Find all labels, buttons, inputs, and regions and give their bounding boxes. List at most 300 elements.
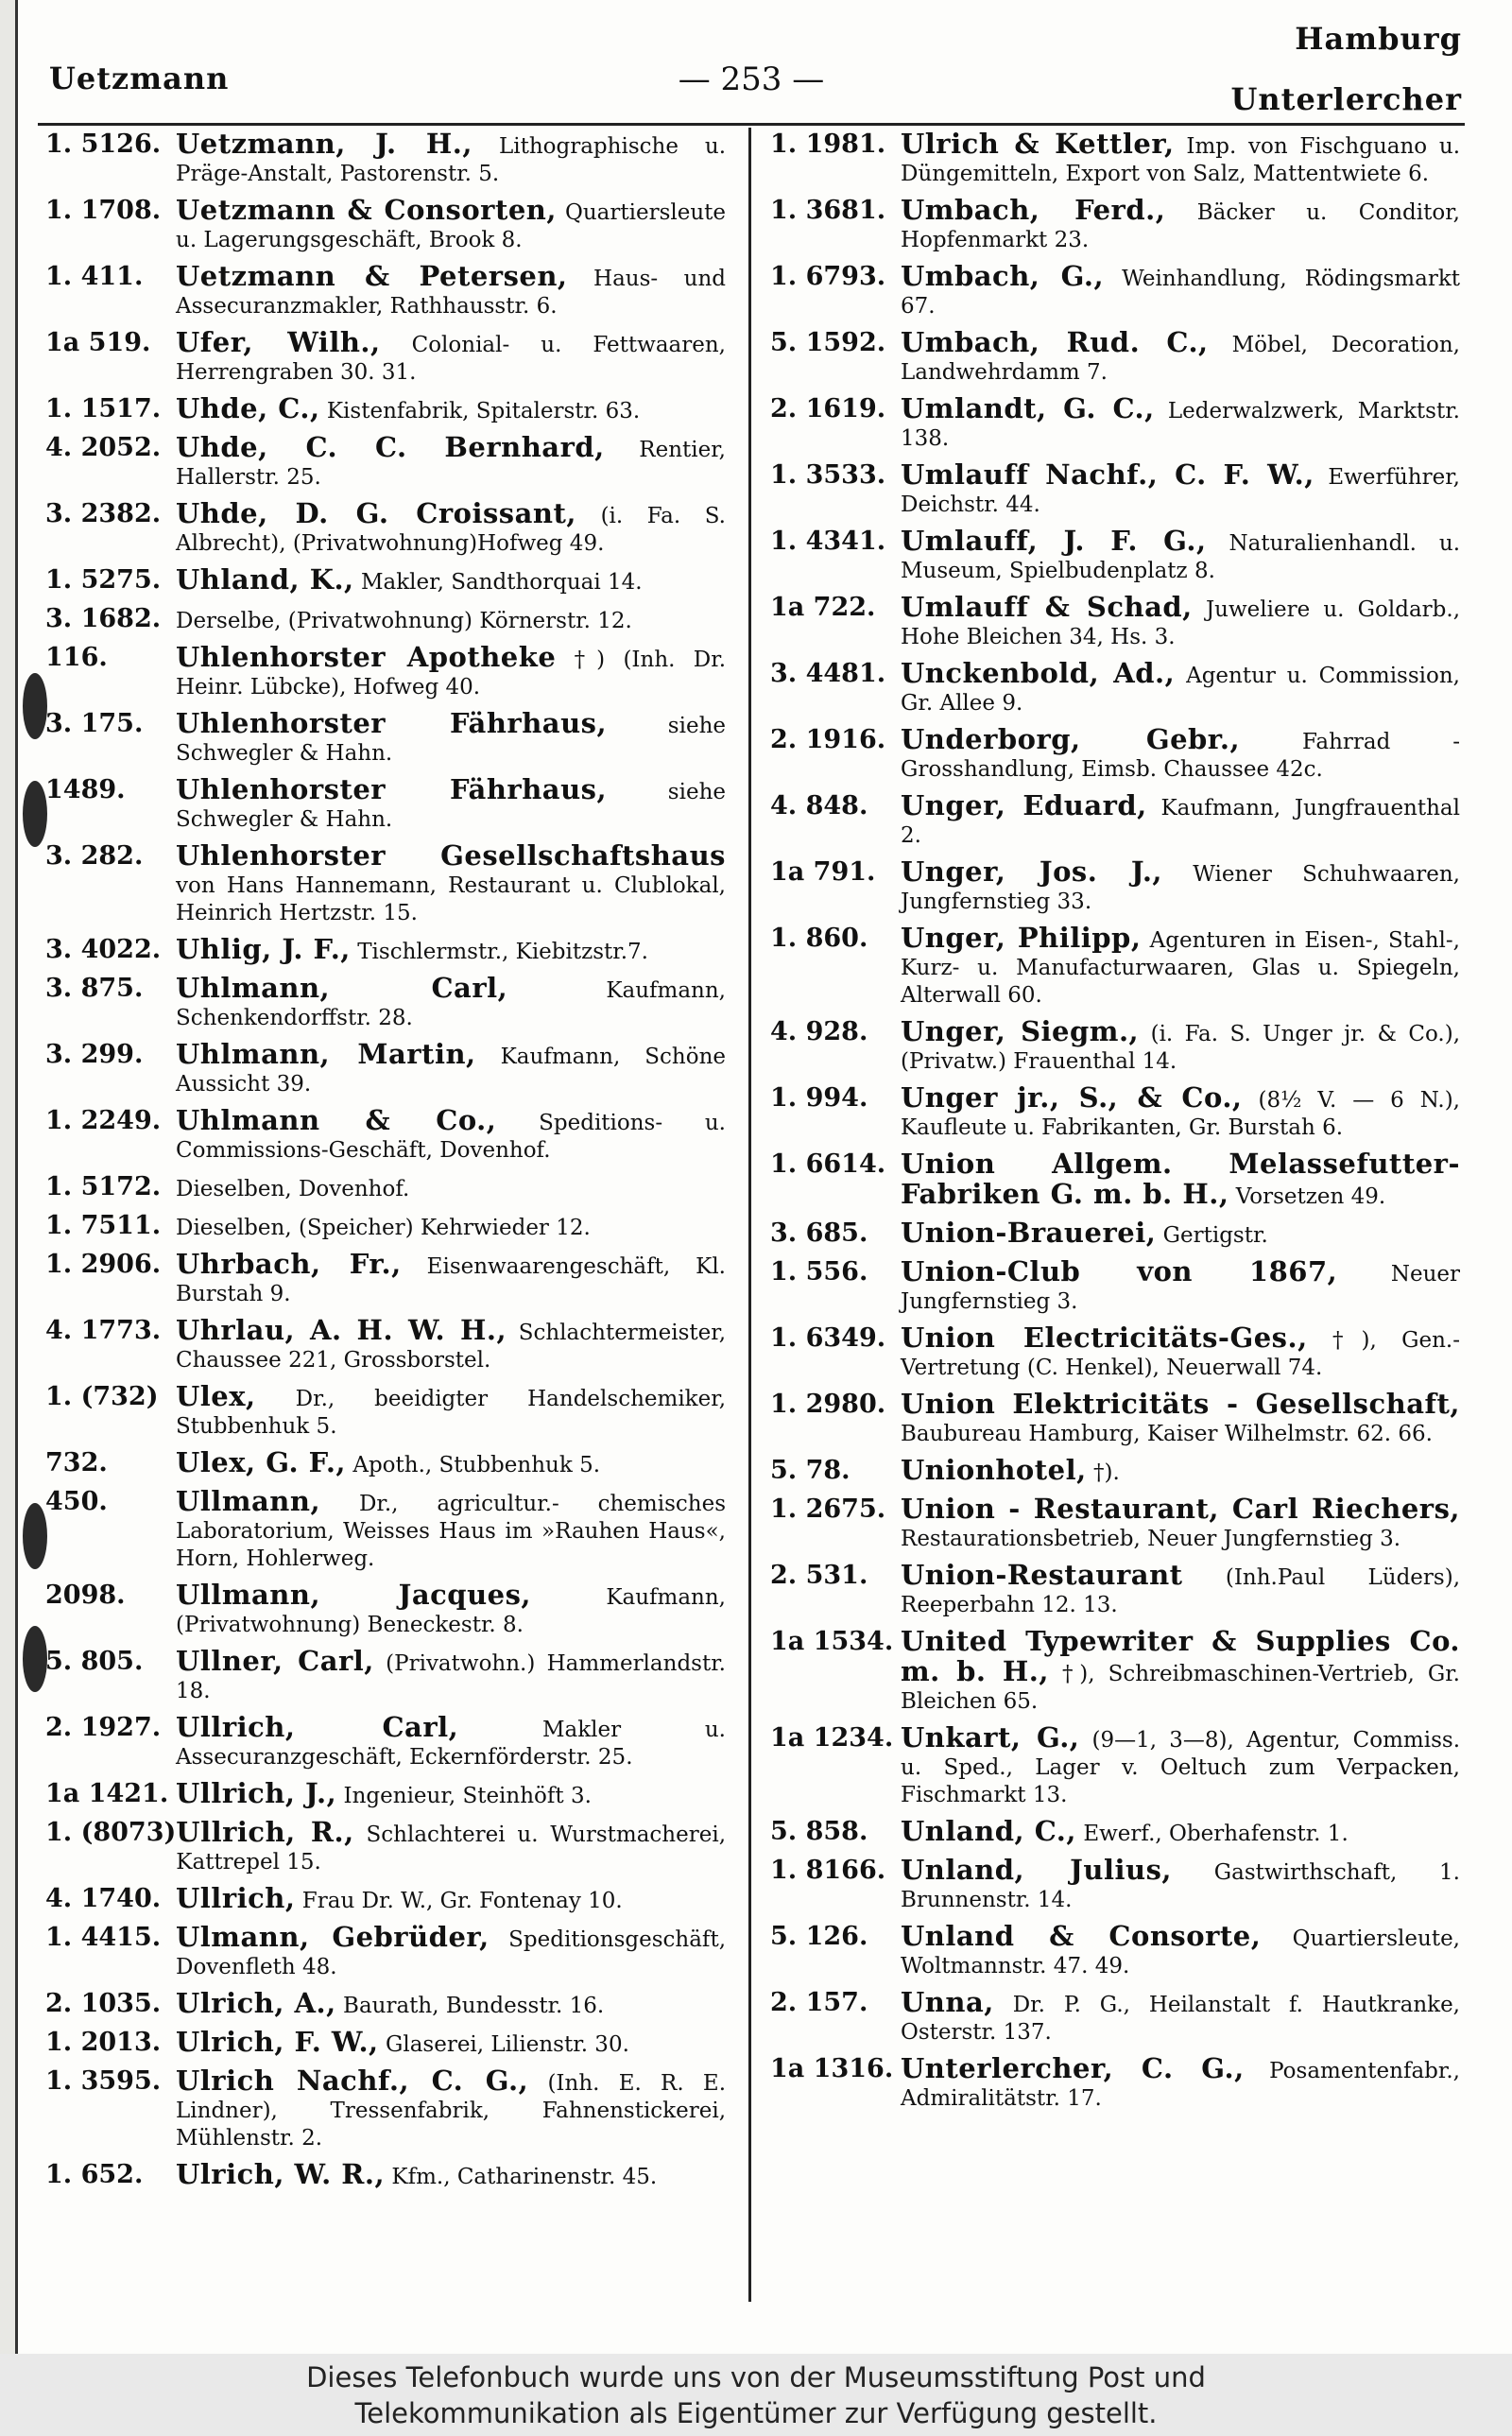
directory-entry (770, 130, 1460, 188)
entry-name: Ulrich, W. R., (176, 2158, 386, 2190)
entry-name: Uhde, C., (176, 392, 320, 424)
directory-entry (45, 2026, 726, 2059)
entry-phone-number: 1a 1421. (45, 1779, 169, 1808)
footer-line-2: Telekommunikation als Eigentümer zur Verfügung gestellt. (354, 2397, 1158, 2429)
entry-text (176, 1380, 727, 1441)
directory-entry (45, 605, 726, 635)
entry-name: Uhlenhorster Fährhaus, (176, 773, 608, 805)
entry-name: Unland, C., (901, 1815, 1076, 1847)
entry-phone-number: 1a 519. (45, 328, 151, 357)
entry-phone-number: 3. 175. (45, 709, 144, 738)
entry-details: Dieselben, (Speicher) Kehrwieder 12. (176, 1216, 591, 1240)
entry-name: Union - Restaurant, Carl Riechers, (901, 1493, 1460, 1525)
directory-entry (45, 563, 726, 596)
directory-entry (770, 789, 1460, 850)
entry-details: Kaufmann, (Privatwohnung) Beneckestr. 8. (176, 1585, 726, 1637)
entry-text (901, 392, 1460, 453)
entry-text (176, 194, 727, 254)
directory-entry (770, 1559, 1461, 1619)
entry-details: Kfm., Catharinenstr. 45. (391, 2165, 658, 2189)
directory-entry (45, 1038, 726, 1098)
entry-details: Bäcker u. Conditor, Hopfenmarkt 23. (901, 200, 1460, 252)
directory-entry (45, 1212, 726, 1242)
entry-phone-number: 1. 6793. (770, 262, 886, 291)
entry-phone-number: 116. (45, 643, 108, 672)
entry-details: Kaufmann, Schenkendorffstr. 28. (176, 978, 726, 1030)
directory-entry (770, 2052, 1460, 2113)
entry-phone-number: 1. 2249. (45, 1106, 162, 1135)
header-last-entry: Unterlercher (1230, 81, 1462, 117)
entry-name: Ullrich, (176, 1882, 296, 1914)
directory-entry (45, 1711, 726, 1771)
entry-text (901, 194, 1460, 254)
entry-phone-number: 1. (8073) (45, 1818, 177, 1847)
directory-entry (770, 527, 1460, 585)
entry-phone-number: 1. 2013. (45, 2028, 162, 2057)
entry-name: Ufer, Wilh., (176, 326, 381, 358)
entry-name: Union Elektricitäts - Gesellschaft, (901, 1388, 1460, 1420)
entry-phone-number: 1. 3595. (45, 2066, 162, 2096)
entry-name: Ulmann, Gebrüder, (176, 1921, 490, 1953)
binding-hole (23, 1626, 47, 1692)
entry-text (176, 933, 726, 966)
entry-phone-number: 1. 2980. (770, 1390, 886, 1419)
entry-text (176, 1921, 726, 1981)
directory-entry (45, 497, 726, 558)
entry-text (176, 1038, 726, 1098)
entry-phone-number: 1. 6349. (770, 1323, 886, 1353)
entry-details: Rentier, Hallerstr. 25. (176, 438, 726, 490)
entry-phone-number: 1. 5275. (45, 565, 162, 595)
entry-details: Juweliere u. Goldarb., Hohe Bleichen 34, Hs. 3. (901, 597, 1461, 649)
entry-name: Unckenbold, Ad., (901, 657, 1176, 689)
entry-name: Uhrlau, A. H. W. H., (176, 1314, 507, 1346)
entry-details: Fahrrad - Grosshandlung, Eimsb. Chaussee 42c. (901, 730, 1460, 782)
directory-entry (45, 1987, 726, 2020)
entry-details: Eisenwaarengeschäft, Kl. Burstah 9. (176, 1254, 726, 1306)
entry-details: Colonial- u. Fettwaaren, Herrengraben 30. 31. (176, 333, 726, 385)
entry-details: Restaurationsbetrieb, Neuer Jungfernstieg 3. (901, 1527, 1401, 1551)
entry-details: Kistenfabrik, Spitalerstr. 63. (326, 399, 641, 423)
entry-name: Unkart, G., (901, 1721, 1080, 1754)
entry-name: Unger, Jos. J., (901, 855, 1163, 888)
entry-details: Weinhandlung, Rödingsmarkt 67. (901, 267, 1460, 319)
directory-entry (770, 458, 1460, 519)
entry-name: Uetzmann & Consorten, (176, 194, 557, 226)
binding-hole (23, 1503, 47, 1569)
directory-entry (45, 1645, 726, 1705)
directory-entry (770, 1495, 1460, 1553)
entry-phone-number: 2. 157. (770, 1988, 868, 2017)
directory-entry (770, 1388, 1460, 1448)
entry-text (176, 773, 726, 834)
entry-phone-number: 1. 6614. (770, 1149, 886, 1179)
entry-details: Makler u. Assecuranzgeschäft, Eckernförderstr. 25. (176, 1718, 726, 1770)
directory-entry (770, 1454, 1460, 1487)
entry-phone-number: 1. 5126. (45, 130, 162, 159)
entry-phone-number: 1. 994. (770, 1083, 868, 1113)
entry-text (176, 1446, 726, 1479)
directory-entry (770, 657, 1460, 717)
entry-name: Union-Club von 1867, (901, 1255, 1338, 1287)
entry-name: Ulex, G. F., (176, 1446, 347, 1478)
directory-entry (770, 260, 1460, 320)
entry-name: Umlauff Nachf., C. F. W., (901, 458, 1314, 491)
entry-phone-number: 1. 556. (770, 1257, 868, 1287)
directory-entry (45, 1314, 727, 1374)
entry-name: Unterlercher, C. G., (901, 2052, 1245, 2084)
entry-text (901, 789, 1460, 850)
directory-entry (45, 431, 726, 492)
entry-text (901, 2052, 1460, 2113)
entry-phone-number: 450. (45, 1487, 108, 1516)
directory-entry (45, 392, 726, 425)
entry-phone-number: 1. 2906. (45, 1250, 162, 1279)
entry-details: Makler, Sandthorquai 14. (360, 570, 643, 595)
directory-entry (770, 855, 1460, 916)
entry-details: Dr., beeidigter Handelschemiker, Stubbenhuk 5. (176, 1387, 727, 1439)
directory-entry (770, 1081, 1460, 1142)
directory-entry (770, 194, 1460, 254)
entry-details: Vorsetzen 49. (1235, 1184, 1386, 1209)
entry-details: Ewerf., Oberhafenstr. 1. (1083, 1822, 1349, 1846)
entry-name: Umbach, G., (901, 260, 1105, 292)
entry-text (176, 1485, 726, 1573)
entry-text (176, 2067, 726, 2152)
entry-details: von Hans Hannemann, Restaurant u. Clublokal, Heinrich Hertzstr. 15. (176, 873, 726, 925)
entry-phone-number: 4. 1740. (45, 1884, 162, 1913)
directory-entry (45, 1921, 726, 1981)
entry-details: Ingenieur, Steinhöft 3. (343, 1784, 592, 1808)
entry-name: Uhlig, J. F., (176, 933, 351, 965)
entry-text (176, 2026, 726, 2059)
entry-phone-number: 1489. (45, 775, 126, 804)
entry-details: Baurath, Bundesstr. 16. (343, 1994, 605, 2018)
directory-entry (770, 1324, 1460, 1382)
entry-name: United Typewriter & Supplies Co. m. b. H., (901, 1625, 1460, 1687)
directory-entry (45, 1882, 726, 1915)
entry-text (901, 1815, 1460, 1848)
entry-text (901, 1388, 1460, 1448)
entry-name: Uhlmann, Martin, (176, 1038, 476, 1070)
directory-entry (45, 1380, 727, 1441)
entry-name: Umlauff, J. F. G., (901, 525, 1207, 557)
entry-details: Lithographische u. Präge-Anstalt, Pastorenstr. 5. (176, 134, 727, 186)
entry-text (901, 591, 1461, 651)
entry-text (176, 1711, 726, 1771)
directory-entry (770, 1625, 1460, 1716)
entry-phone-number: 1. 8166. (770, 1856, 886, 1885)
directory-entry (45, 1777, 726, 1810)
entry-details: Quartiersleute u. Lagerungsgeschäft, Brook 8. (176, 200, 727, 252)
directory-entry (45, 130, 726, 188)
entry-text (176, 1212, 726, 1242)
entry-name: Ullner, Carl, (176, 1645, 374, 1677)
entry-text (176, 972, 726, 1032)
entry-phone-number: 2. 1035. (45, 1989, 162, 2018)
entry-phone-number: 2098. (45, 1581, 126, 1610)
entry-name: Unland & Consorte, (901, 1920, 1262, 1952)
entry-details: Agentur u. Commission, Gr. Allee 9. (901, 664, 1460, 716)
entry-phone-number: 1a 1534. (770, 1627, 894, 1656)
entry-details: Ewerführer, Deichstr. 44. (901, 465, 1460, 517)
entry-name: Ulex, (176, 1380, 256, 1412)
entry-details: Lederwalzwerk, Marktstr. 138. (901, 399, 1460, 451)
entry-text (176, 605, 726, 635)
entry-phone-number: 1a 1316. (770, 2054, 894, 2083)
entry-text (901, 1495, 1460, 1553)
entry-name: Uhland, K., (176, 563, 354, 596)
entry-text (176, 1777, 726, 1810)
directory-entry (45, 1581, 726, 1639)
entry-name: Umlandt, G. C., (901, 392, 1155, 424)
entry-name: Ullmann, (176, 1485, 321, 1517)
directory-entry (45, 1173, 726, 1203)
entry-details: siehe Schwegler & Hahn. (176, 780, 726, 832)
entry-text (901, 1986, 1460, 2047)
directory-entry (45, 1485, 726, 1573)
entry-text (901, 1081, 1460, 1142)
entry-details: Kaufmann, Jungfrauenthal 2. (901, 796, 1460, 848)
entry-details: †), Schreibmaschinen-Vertrieb, Gr. Bleichen 65. (901, 1662, 1460, 1714)
entry-name: Ullrich, J., (176, 1777, 337, 1809)
entry-text (901, 260, 1460, 320)
entry-details: Dieselben, Dovenhof. (176, 1177, 410, 1201)
directory-entry (770, 591, 1461, 651)
entry-text (176, 707, 726, 768)
entry-phone-number: 4. 848. (770, 791, 868, 821)
entry-text (176, 1104, 726, 1165)
directory-entry (45, 2067, 726, 2152)
entry-name: Ulrich & Kettler, (901, 128, 1175, 160)
entry-details: Agenturen in Eisen-, Stahl-, Kurz- u. Manufacturwaaren, Glas u. Spiegeln, Alterwall 60. (901, 928, 1460, 1008)
entry-details: Posamentenfabr., Admiralitätstr. 17. (901, 2059, 1460, 2111)
entry-phone-number: 3. 4022. (45, 935, 162, 964)
entry-text (901, 1625, 1460, 1716)
entry-phone-number: 1. 3533. (770, 460, 886, 490)
entry-details: †) (Inh. Dr. Heinr. Lübcke), Hofweg 40. (176, 648, 727, 700)
entry-details: Naturalienhandl. u. Museum, Spielbudenplatz 8. (901, 531, 1461, 583)
directory-entry (45, 2158, 726, 2191)
entry-text (901, 1219, 1460, 1250)
entry-text (901, 1015, 1461, 1076)
entry-phone-number: 1. 1981. (770, 130, 886, 159)
entry-text (901, 1854, 1460, 1914)
entry-phone-number: 3. 685. (770, 1218, 868, 1248)
entry-text (176, 1645, 726, 1705)
entry-text (176, 326, 726, 387)
entry-phone-number: 1. 7511. (45, 1211, 162, 1240)
entry-text (901, 527, 1460, 585)
entry-name: Union Allgem. Melassefutter-Fabriken G. m. b. H., (901, 1148, 1460, 1210)
directory-entry (770, 1721, 1461, 1809)
column-divider (748, 128, 751, 2302)
entry-name: Unger, Philipp, (901, 922, 1142, 954)
entry-phone-number: 2. 1916. (770, 725, 886, 754)
entry-phone-number: 1a 1234. (770, 1723, 894, 1753)
right-column (770, 130, 1460, 2121)
entry-name: Unger, Eduard, (901, 789, 1147, 821)
entry-name: Uetzmann, J. H., (176, 128, 472, 160)
binding-hole (23, 781, 47, 847)
directory-entry (770, 326, 1460, 387)
entry-phone-number: 1. (732) (45, 1382, 159, 1411)
entry-details: (8½ V. — 6 N.), Kaufleute u. Fabrikanten, Gr. Burstah 6. (901, 1088, 1460, 1140)
directory-entry (45, 933, 726, 966)
entry-phone-number: 732. (45, 1448, 108, 1477)
directory-entry (770, 1986, 1460, 2047)
entry-name: Underborg, Gebr., (901, 723, 1241, 755)
entry-name: Unger, Siegm., (901, 1015, 1140, 1047)
entry-name: Umbach, Ferd., (901, 194, 1166, 226)
entry-details: Glaserei, Lilienstr. 30. (385, 2032, 629, 2057)
entry-text (176, 641, 727, 701)
entry-name: Unna, (901, 1986, 994, 2018)
entry-name: Umbach, Rud. C., (901, 326, 1209, 358)
directory-entry (770, 1815, 1460, 1848)
entry-details: Dr. P. G., Heilanstalt f. Hautkranke, Osterstr. 137. (901, 1993, 1460, 2045)
footer-line-1: Dieses Telefonbuch wurde uns von der Museumsstiftung Post und (306, 2361, 1206, 2393)
directory-entry (45, 1446, 726, 1479)
entry-name: Uhlenhorster Gesellschaftshaus (176, 839, 726, 872)
entry-details: (9—1, 3—8), Agentur, Commiss. u. Sped., Lager v. Oeltuch zum Verpacken, Fischmarkt 13. (901, 1728, 1461, 1807)
entry-text (176, 1314, 727, 1374)
directory-entry (45, 773, 726, 834)
entry-text (901, 657, 1460, 717)
entry-phone-number: 2. 1619. (770, 394, 886, 423)
entry-text (176, 1882, 726, 1915)
entry-phone-number: 1a 791. (770, 857, 876, 887)
directory-entry (770, 1854, 1460, 1914)
entry-text (901, 1559, 1461, 1619)
entry-phone-number: 1. 4415. (45, 1923, 162, 1952)
directory-entry (45, 1104, 726, 1165)
entry-phone-number: 1. 4341. (770, 527, 886, 556)
entry-phone-number: 5. 805. (45, 1647, 144, 1676)
entry-details: Imp. von Fischguano u. Düngemitteln, Export von Salz, Mattentwiete 6. (901, 134, 1461, 186)
entry-phone-number: 1. 5172. (45, 1172, 162, 1201)
directory-entry (45, 1816, 726, 1876)
entry-details: Derselbe, (Privatwohnung) Körnerstr. 12. (176, 609, 632, 633)
entry-phone-number: 5. 1592. (770, 328, 886, 357)
entry-text (901, 924, 1460, 1010)
entry-name: Union Electricitäts-Ges., (901, 1322, 1308, 1354)
entry-details: Schlachterei u. Wurstmacherei, Kattrepel 15. (176, 1823, 726, 1875)
entry-name: Unionhotel, (901, 1454, 1087, 1486)
directory-entry (45, 1248, 726, 1308)
entry-text (901, 458, 1460, 519)
entry-text (901, 723, 1460, 784)
entry-text (176, 1816, 726, 1876)
entry-details: Tischlermstr., Kiebitzstr.7. (357, 940, 648, 964)
entry-name: Union-Restaurant (901, 1559, 1183, 1591)
entry-phone-number: 1. 1708. (45, 196, 162, 225)
entry-details: Apoth., Stubbenhuk 5. (352, 1453, 601, 1477)
entry-text (176, 497, 726, 558)
entry-text (176, 1248, 726, 1308)
entry-phone-number: 3. 875. (45, 974, 144, 1003)
directory-entry (770, 723, 1460, 784)
directory-entry (770, 1015, 1461, 1076)
directory-entry (770, 1920, 1460, 1980)
entry-details: Haus- und Assecuranzmakler, Rathhausstr. 6. (176, 267, 727, 319)
entry-phone-number: 3. 2382. (45, 499, 162, 528)
entry-name: Unland, Julius, (901, 1854, 1173, 1886)
entry-details: Schlachtermeister, Chaussee 221, Grossborstel. (176, 1321, 727, 1373)
entry-details: Gastwirthschaft, 1. Brunnenstr. 14. (901, 1860, 1460, 1912)
footer-notice (0, 2354, 1512, 2436)
directory-entry (45, 326, 726, 387)
directory-entry (45, 839, 726, 927)
entry-text (901, 855, 1460, 916)
directory-entry (45, 707, 726, 768)
entry-name: Uhlmann & Co., (176, 1104, 497, 1136)
entry-details: Baubureau Hamburg, Kaiser Wilhelmstr. 62. 66. (901, 1422, 1433, 1446)
entry-text (176, 1987, 726, 2020)
entry-name: Ulrich, A., (176, 1987, 336, 2019)
header-city: Hamburg (1295, 21, 1462, 57)
entry-details: Frau Dr. W., Gr. Fontenay 10. (301, 1889, 623, 1913)
entry-phone-number: 3. 299. (45, 1040, 144, 1069)
entry-text (176, 1173, 726, 1203)
entry-phone-number: 4. 1773. (45, 1316, 162, 1345)
header-rule (38, 123, 1465, 126)
entry-text (176, 392, 726, 425)
left-column (45, 130, 726, 2200)
entry-text (901, 1721, 1461, 1809)
entry-phone-number: 2. 1927. (45, 1713, 162, 1742)
header-first-entry: Uetzmann (49, 60, 230, 96)
entry-name: Ullrich, R., (176, 1816, 354, 1848)
entry-name: Ullmann, Jacques, (176, 1579, 532, 1611)
page-binding-edge (0, 0, 18, 2354)
entry-details: (i. Fa. S. Unger jr. & Co.), (Privatw.) Frauenthal 14. (901, 1022, 1461, 1074)
entry-text (176, 839, 726, 927)
entry-phone-number: 1. 860. (770, 924, 868, 953)
entry-phone-number: 1a 722. (770, 593, 876, 622)
directory-entry (45, 194, 727, 254)
entry-text (176, 130, 726, 188)
directory-entry (770, 1255, 1460, 1316)
entry-text (176, 2158, 726, 2191)
entry-text (901, 130, 1460, 188)
entry-phone-number: 1. 2675. (770, 1494, 886, 1524)
entry-text (901, 326, 1460, 387)
entry-phone-number: 3. 4481. (770, 659, 886, 688)
entry-details: †). (1093, 1460, 1120, 1485)
entry-details: Gertigstr. (1162, 1223, 1268, 1248)
directory-entry (770, 392, 1460, 453)
directory-entry (45, 972, 726, 1032)
entry-text (176, 260, 727, 320)
entry-phone-number: 1. 1517. (45, 394, 162, 423)
entry-text (901, 1920, 1460, 1980)
entry-text (176, 563, 726, 596)
entry-text (176, 1581, 726, 1639)
entry-phone-number: 2. 531. (770, 1561, 868, 1590)
directory-entry (770, 924, 1460, 1010)
entry-details: †), Gen.-Vertretung (C. Henkel), Neuerwall 74. (901, 1328, 1460, 1380)
entry-phone-number: 5. 858. (770, 1817, 868, 1846)
entry-details: Kaufmann, Schöne Aussicht 39. (176, 1045, 726, 1097)
entry-name: Ulrich Nachf., C. G., (176, 2065, 529, 2097)
entry-name: Uhde, D. G. Croissant, (176, 497, 577, 529)
page-number: — 253 — (678, 60, 825, 98)
entry-name: Union-Brauerei, (901, 1217, 1157, 1249)
directory-entry (45, 641, 727, 701)
entry-phone-number: 4. 928. (770, 1017, 868, 1046)
entry-name: Unger jr., S., & Co., (901, 1081, 1243, 1114)
